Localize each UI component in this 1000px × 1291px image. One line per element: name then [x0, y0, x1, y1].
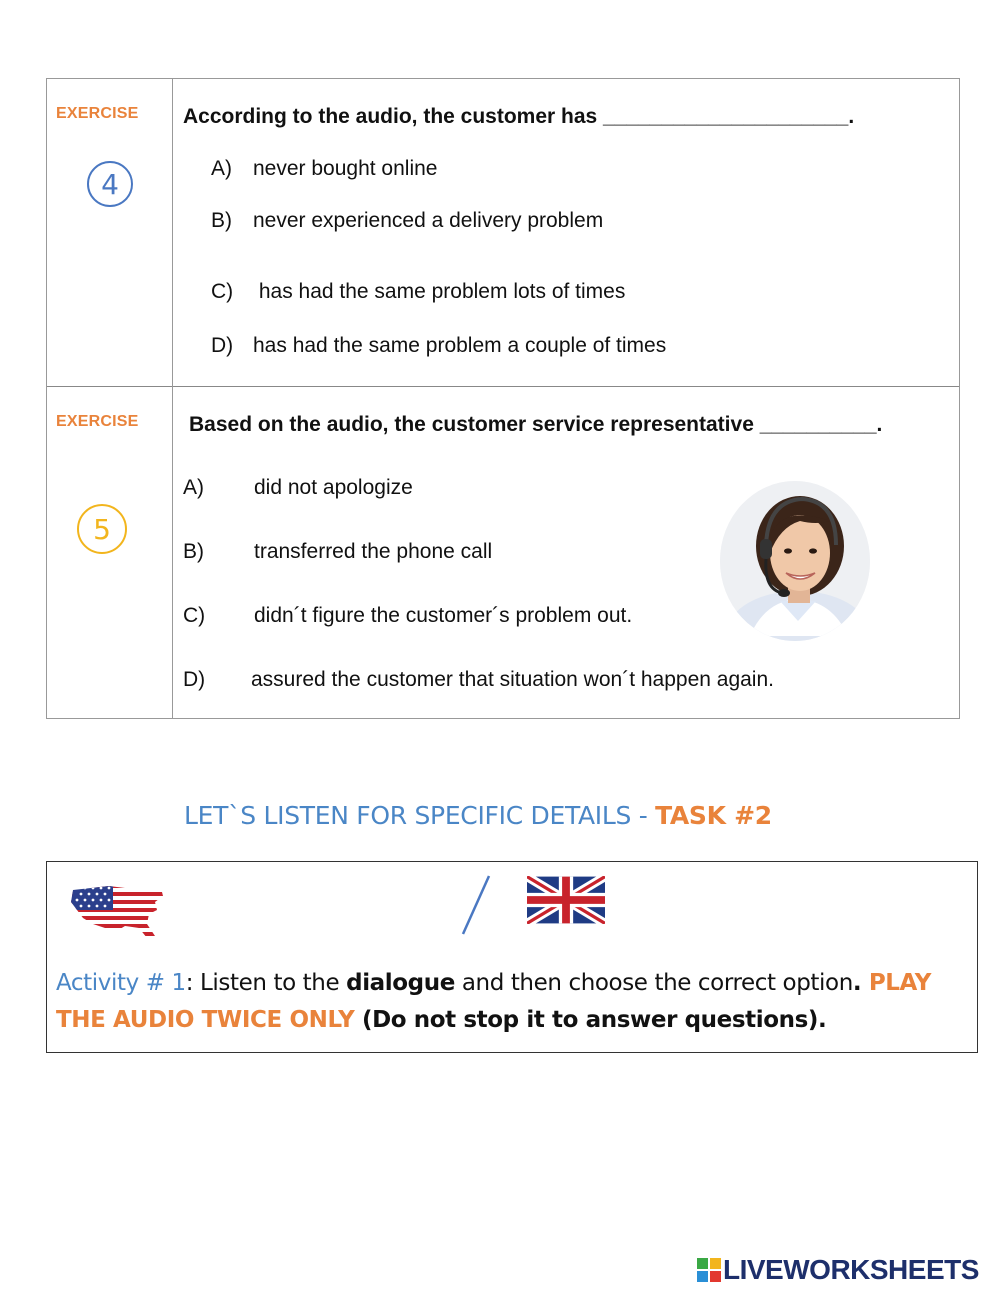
option-text: has had the same problem a couple of times — [253, 334, 667, 357]
exercise-5-number-circle: 5 — [77, 504, 127, 554]
customer-service-agent-image — [720, 481, 870, 641]
activity-box — [46, 861, 978, 1053]
option-text: never experienced a delivery problem — [253, 209, 604, 232]
option-text: assured the customer that situation won´t happen again. — [251, 668, 774, 691]
option-text: transferred the phone call — [254, 540, 493, 563]
activity-text-1: : Listen to the — [185, 970, 347, 996]
exercise-4-option-d[interactable] — [211, 334, 666, 358]
exercise-table — [46, 78, 960, 719]
activity-label: Activity # 1 — [56, 970, 186, 996]
liveworksheets-brand-text: LIVEWORKSHEETS — [723, 1254, 979, 1285]
option-text: has had the same problem lots of times — [253, 280, 626, 303]
exercise-5-option-a[interactable] — [183, 476, 413, 500]
task-heading-main: LET`S LISTEN FOR SPECIFIC DETAILS - — [184, 801, 656, 830]
option-letter: A) — [183, 476, 204, 499]
exercise-5-label-cell — [47, 386, 173, 718]
option-letter: C) — [183, 604, 206, 627]
option-letter: B) — [183, 540, 204, 563]
option-text: didn´t figure the customer´s problem out. — [254, 604, 633, 627]
activity-play-instruction: PLAY THE AUDIO TWICE ONLY — [56, 970, 932, 1033]
exercise-5-option-b[interactable] — [183, 540, 492, 564]
activity-period: . — [852, 970, 862, 996]
activity-bold-tail: (Do not stop it to answer questions). — [362, 1007, 827, 1033]
uk-flag-icon — [527, 876, 605, 929]
option-letter: C) — [211, 280, 234, 303]
activity-instructions — [56, 965, 966, 1039]
exercise-4-number-circle: 4 — [87, 161, 133, 207]
option-letter: B) — [211, 209, 232, 232]
option-text: did not apologize — [254, 476, 413, 499]
option-letter: A) — [211, 157, 232, 180]
option-letter: D) — [183, 668, 206, 691]
us-flag-icon — [69, 880, 165, 945]
exercise-5-question: Based on the audio, the customer service representative __________. — [189, 413, 883, 436]
exercise-5-row — [47, 386, 959, 718]
option-letter: D) — [211, 334, 234, 357]
activity-bold-word: dialogue — [346, 970, 455, 996]
exercise-4-label-cell — [47, 79, 173, 386]
exercise-4-question: According to the audio, the customer has _____________________. — [183, 105, 855, 128]
option-text: never bought online — [253, 157, 438, 180]
exercise-5-option-d[interactable] — [183, 668, 774, 692]
divider-slash-icon — [459, 874, 495, 941]
exercise-4-label: EXERCISE — [56, 105, 139, 122]
task-heading — [184, 801, 772, 830]
liveworksheets-logo-icon — [697, 1258, 721, 1287]
exercise-4-row — [47, 79, 959, 387]
task-heading-number: TASK #2 — [655, 801, 772, 830]
exercise-4-option-c[interactable] — [211, 280, 625, 304]
activity-text-2: and then choose the correct option — [454, 970, 853, 996]
exercise-4-option-a[interactable] — [211, 157, 437, 181]
exercise-5-option-c[interactable] — [183, 604, 632, 628]
exercise-4-option-b[interactable] — [211, 209, 603, 233]
exercise-5-label: EXERCISE — [56, 413, 139, 430]
